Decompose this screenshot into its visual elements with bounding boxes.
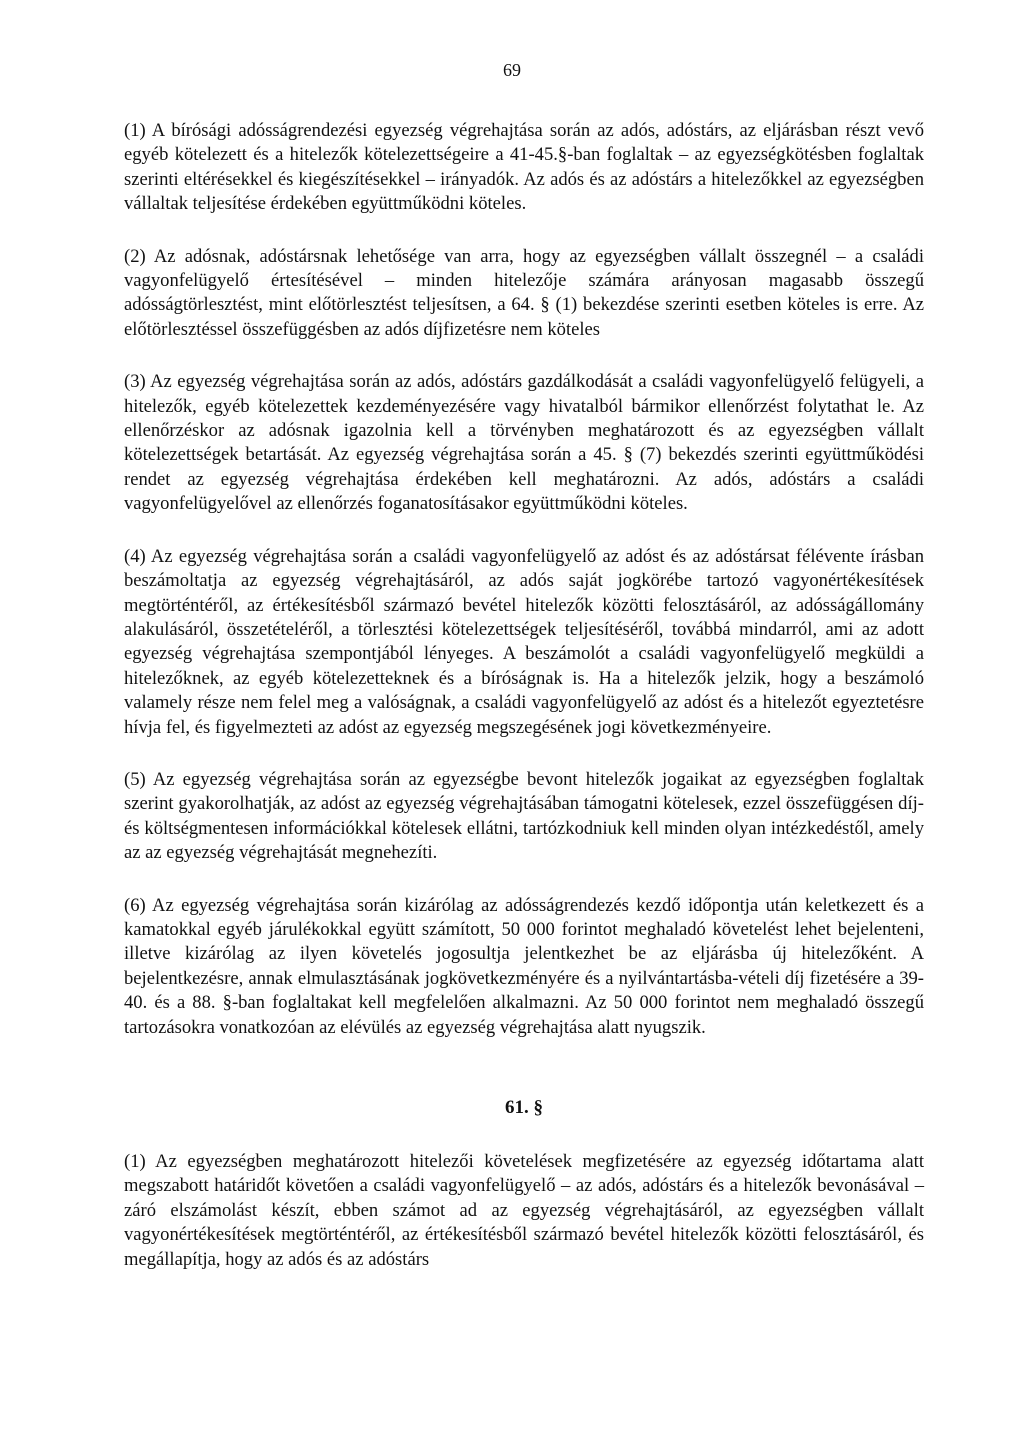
paragraph-6: (6) Az egyezség végrehajtása során kizárólag az adósságrendezés kezdő időpontja után keletkezett és a kamatokkal egyéb járulékokkal együtt számított, 50 000 forintot meghaladó követelést lehet bejelenteni, illetve kizárólag az ilyen követelés jogosultja jelentkezhet be az eljárásba új hitelezőként. A bejelentkezésre, annak elmulasztásának jogkövetkezményére és a nyilvántartásba-vételi díj fizetésére a 39-40. és a 88. §-ban foglaltakat kell megfelelően alkalmazni. Az 50 000 forintot nem meghaladó összegű tartozásokra vonatkozóan az elévülés az egyezség végrehajtása alatt nyugszik. — [124, 894, 924, 1038]
page-number: 69 — [503, 60, 521, 80]
paragraph-3: (3) Az egyezség végrehajtása során az adós, adóstárs gazdálkodását a családi vagyonfelügyelő felügyeli, a hitelezők, egyéb kötelezettek kezdeményezésére vagy hivatalból bármikor ellenőrzést folytathat le. Az ellenőrzéskor az adósnak igazolnia kell a törvényben meghatározott és az egyezségben vállalt kötelezettségek betartását. Az egyezség végrehajtása során a 45. § (7) bekezdés szerinti együttműködési rendet az egyezség végrehajtása érdekében kell meghatározni. Az adós, adóstárs a családi vagyonfelügyelővel az ellenőrzés foganatosításakor együttműködni köteles. — [124, 371, 924, 515]
paragraph-2: (2) Az adósnak, adóstársnak lehetősége van arra, hogy az egyezségben vállalt összegnél – a családi vagyonfelügyelő értesítésével – minden hitelezője számára arányosan magasabb összegű adósságtörlesztést, mint előtörlesztést teljesítsen, a 64. § (1) bekezdése szerinti esetben köteles is erre. Az előtörlesztéssel összefüggésben az adós díjfizetésre nem köteles — [124, 245, 924, 340]
paragraph-1: (1) A bírósági adósságrendezési egyezség végrehajtása során az adós, adóstárs, az eljárásban részt vevő egyéb kötelezett és a hitelezők kötelezettségeire a 41-45.§-ban foglaltak – az egyezségkötésben foglaltak szerinti eltérésekkel és kiegészítésekkel – irányadók. Az adós és az adóstárs a hitelezőkkel az egyezségben vállaltak teljesítése érdekében együttműködni köteles. — [124, 120, 924, 215]
section-heading: 61. § — [505, 1097, 543, 1118]
section-paragraph-1: (1) Az egyezségben meghatározott hitelezői követelések megfizetésére az egyezség időtartama alatt megszabott határidőt követően a családi vagyonfelügyelő – az adós, adóstárs és a hitelezők bevonásával – záró elszámolást készít, ebben számot ad az egyezség végrehajtásáról, az egyezségben vállalt vagyonértékesítések megtörténtéről, az értékesítésből származó bevétel hitelezők közötti felosztásáról, és megállapítja, hogy az adós és az adóstárs — [124, 1151, 924, 1270]
paragraph-5: (5) Az egyezség végrehajtása során az egyezségbe bevont hitelezők jogaikat az egyezségben foglaltak szerint gyakorolhatják, az adóst az egyezség végrehajtásában támogatni kötelesek, ezzel összefüggésen díj- és költségmentesen információkkal kötelesek ellátni, tartózkodniuk kell minden olyan intézkedéstől, amely az az egyezség végrehajtását megnehezíti. — [124, 768, 924, 864]
paragraph-4: (4) Az egyezség végrehajtása során a családi vagyonfelügyelő az adóst és az adóstársat félévente írásban beszámoltatja az egyezség végrehajtásáról, az adós saját jogkörébe tartozó vagyonértékesítések megtörténtéről, az értékesítésből származó bevétel hitelezők közötti felosztásáról, az adósságállomány alakulásáról, összetételéről, a törlesztési kötelezettségek teljesítéséről, továbbá mindarról, ami az adott egyezség végrehajtása szempontjából lényeges. A beszámolót a családi vagyonfelügyelő megküldi a hitelezőknek, az egyéb kötelezetteknek és a bíróságnak is. Ha a hitelezők jelzik, hogy a beszámoló valamely része nem felel meg a valóságnak, a családi vagyonfelügyelő az adóst és a hitelezőt egyeztetésre hívja fel, és figyelmezteti az adóst az egyezség megszegésének jogi következményeire. — [124, 545, 924, 738]
document-body — [124, 119, 924, 1300]
